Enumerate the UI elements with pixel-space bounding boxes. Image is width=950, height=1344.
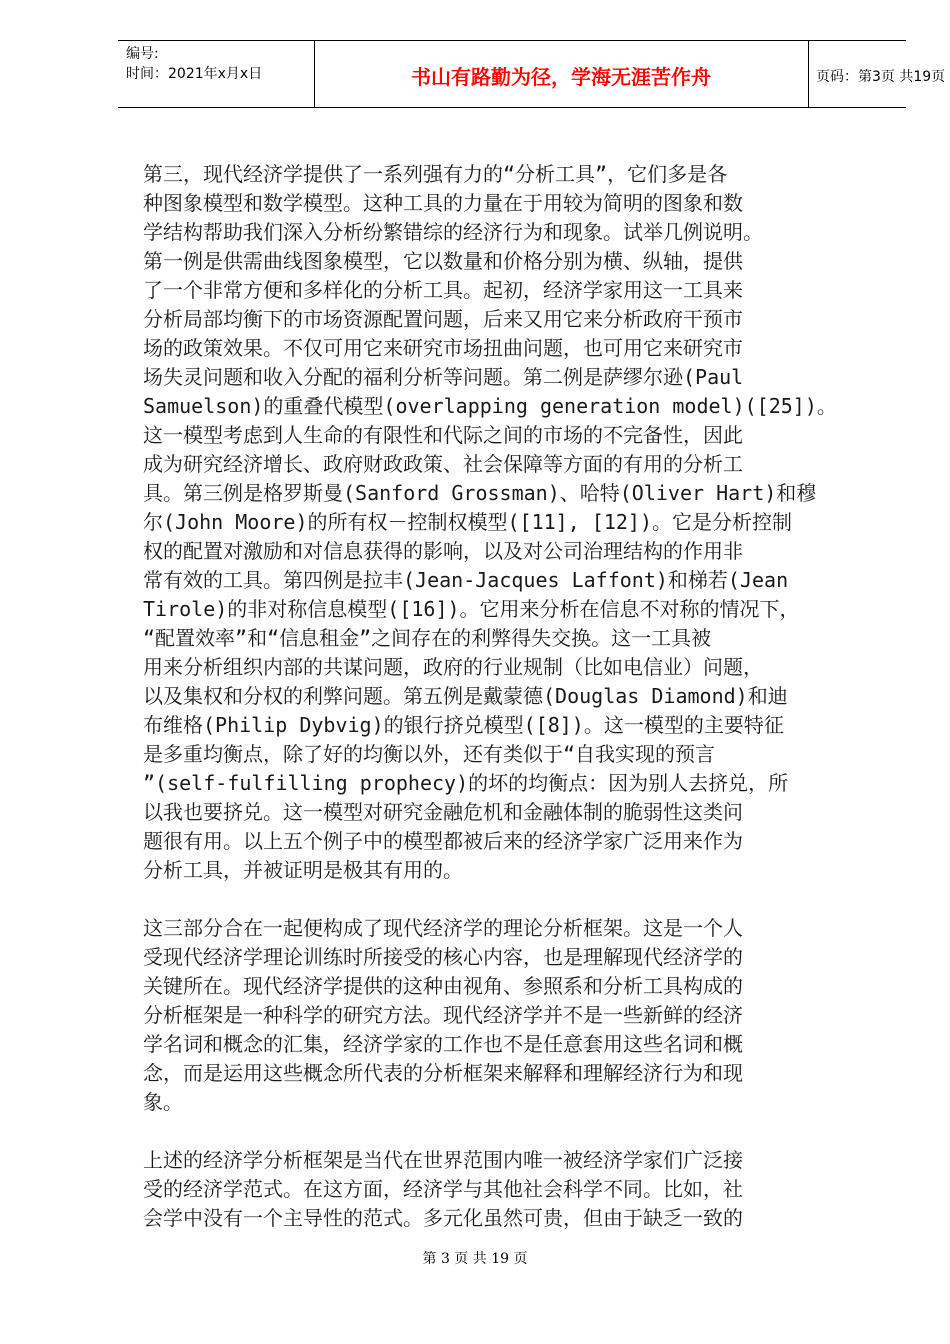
- text-line: 分析框架是一种科学的研究方法。现代经济学并不是一些新鲜的经济: [143, 1003, 743, 1027]
- text-line: 场失灵问题和收入分配的福利分析等问题。第二例是萨缪尔逊(Paul: [143, 365, 744, 389]
- text-line: 关键所在。现代经济学提供的这种由视角、参照系和分析工具构成的: [143, 974, 743, 998]
- page-header: [118, 40, 946, 108]
- header-motto: 书山有路勤为径，学海无涯苦作舟: [411, 65, 711, 89]
- text-line: 场的政策效果。不仅可用它来研究市场扭曲问题，也可用它来研究市: [143, 336, 743, 360]
- document-body: [143, 160, 863, 1233]
- paragraph: [143, 1146, 863, 1233]
- text-line: 上述的经济学分析框架是当代在世界范围内唯一被经济学家们广泛接: [143, 1148, 743, 1172]
- text-line: 用来分析组织内部的共谋问题，政府的行业规制（比如电信业）问题，: [143, 655, 763, 679]
- text-line: 题很有用。以上五个例子中的模型都被后来的经济学家广泛用来作为: [143, 829, 743, 853]
- text-line: 第三，现代经济学提供了一系列强有力的“分析工具”，它们多是各: [143, 162, 728, 186]
- text-line: Tirole)的非对称信息模型([16])。它用来分析在信息不对称的情况下，: [143, 597, 800, 621]
- text-line: 种图象模型和数学模型。这种工具的力量在于用较为简明的图象和数: [143, 191, 743, 215]
- paragraph-gap: [143, 1117, 863, 1146]
- text-line: 第一例是供需曲线图象模型，它以数量和价格分别为横、纵轴，提供: [143, 249, 743, 273]
- text-line: 以我也要挤兑。这一模型对研究金融危机和金融体制的脆弱性这类问: [143, 800, 743, 824]
- paragraph-gap: [143, 885, 863, 914]
- header-meta-cell: [118, 41, 315, 107]
- text-line: 会学中没有一个主导性的范式。多元化虽然可贵，但由于缺乏一致的: [143, 1206, 743, 1230]
- text-line: 受的经济学范式。在这方面，经济学与其他社会科学不同。比如，社: [143, 1177, 743, 1201]
- text-line: “配置效率”和“信息租金”之间存在的利弊得失交换。这一工具被: [143, 626, 712, 650]
- text-line: 学结构帮助我们深入分析纷繁错综的经济行为和现象。试举几例说明。: [143, 220, 763, 244]
- text-line: 了一个非常方便和多样化的分析工具。起初，经济学家用这一工具来: [143, 278, 743, 302]
- text-line: 尔(John Moore)的所有权－控制权模型([11], [12])。它是分析控制: [143, 510, 792, 534]
- text-line: 这三部分合在一起便构成了现代经济学的理论分析框架。这是一个人: [143, 916, 743, 940]
- paragraph: [143, 914, 863, 1117]
- paragraph: [143, 160, 863, 885]
- number-label: 编号:: [126, 46, 159, 62]
- text-line: 成为研究经济增长、政府财政政策、社会保障等方面的有用的分析工: [143, 452, 743, 476]
- text-line: 念，而是运用这些概念所代表的分析框架来解释和理解经济行为和现: [143, 1061, 743, 1085]
- text-line: 学名词和概念的汇集，经济学家的工作也不是任意套用这些名词和概: [143, 1032, 743, 1056]
- text-line: 这一模型考虑到人生命的有限性和代际之间的市场的不完备性，因此: [143, 423, 743, 447]
- time-label: 时间：2021年x月x日: [126, 66, 263, 82]
- text-line: 受现代经济学理论训练时所接受的核心内容，也是理解现代经济学的: [143, 945, 743, 969]
- text-line: 具。第三例是格罗斯曼(Sanford Grossman)、哈特(Oliver Hart)和穆: [143, 481, 817, 505]
- text-line: 以及集权和分权的利弊问题。第五例是戴蒙德(Douglas Diamond)和迪: [143, 684, 788, 708]
- header-motto-cell: [314, 41, 809, 107]
- header-page-info: 页码：第3页 共19页: [816, 69, 946, 85]
- text-line: Samuelson)的重叠代模型(overlapping generation model)([25])。: [143, 394, 837, 418]
- text-line: 权的配置对激励和对信息获得的影响，以及对公司治理结构的作用非: [143, 539, 743, 563]
- text-line: 分析工具，并被证明是极其有用的。: [143, 858, 463, 882]
- text-line: 常有效的工具。第四例是拉丰(Jean-Jacques Laffont)和梯若(Jean: [143, 568, 789, 592]
- text-line: 是多重均衡点，除了好的均衡以外，还有类似于“自我实现的预言: [143, 742, 716, 766]
- text-line: ”(self-fulfilling prophecy)的坏的均衡点：因为别人去挤兑，所: [143, 771, 789, 795]
- text-line: 象。: [143, 1090, 183, 1114]
- header-page-cell: [808, 41, 946, 107]
- text-line: 分析局部均衡下的市场资源配置问题，后来又用它来分析政府干预市: [143, 307, 743, 331]
- text-line: 布维格(Philip Dybvig)的银行挤兑模型([8])。这一模型的主要特征: [143, 713, 784, 737]
- page-footer: 第 3 页 共 19 页: [422, 1251, 528, 1267]
